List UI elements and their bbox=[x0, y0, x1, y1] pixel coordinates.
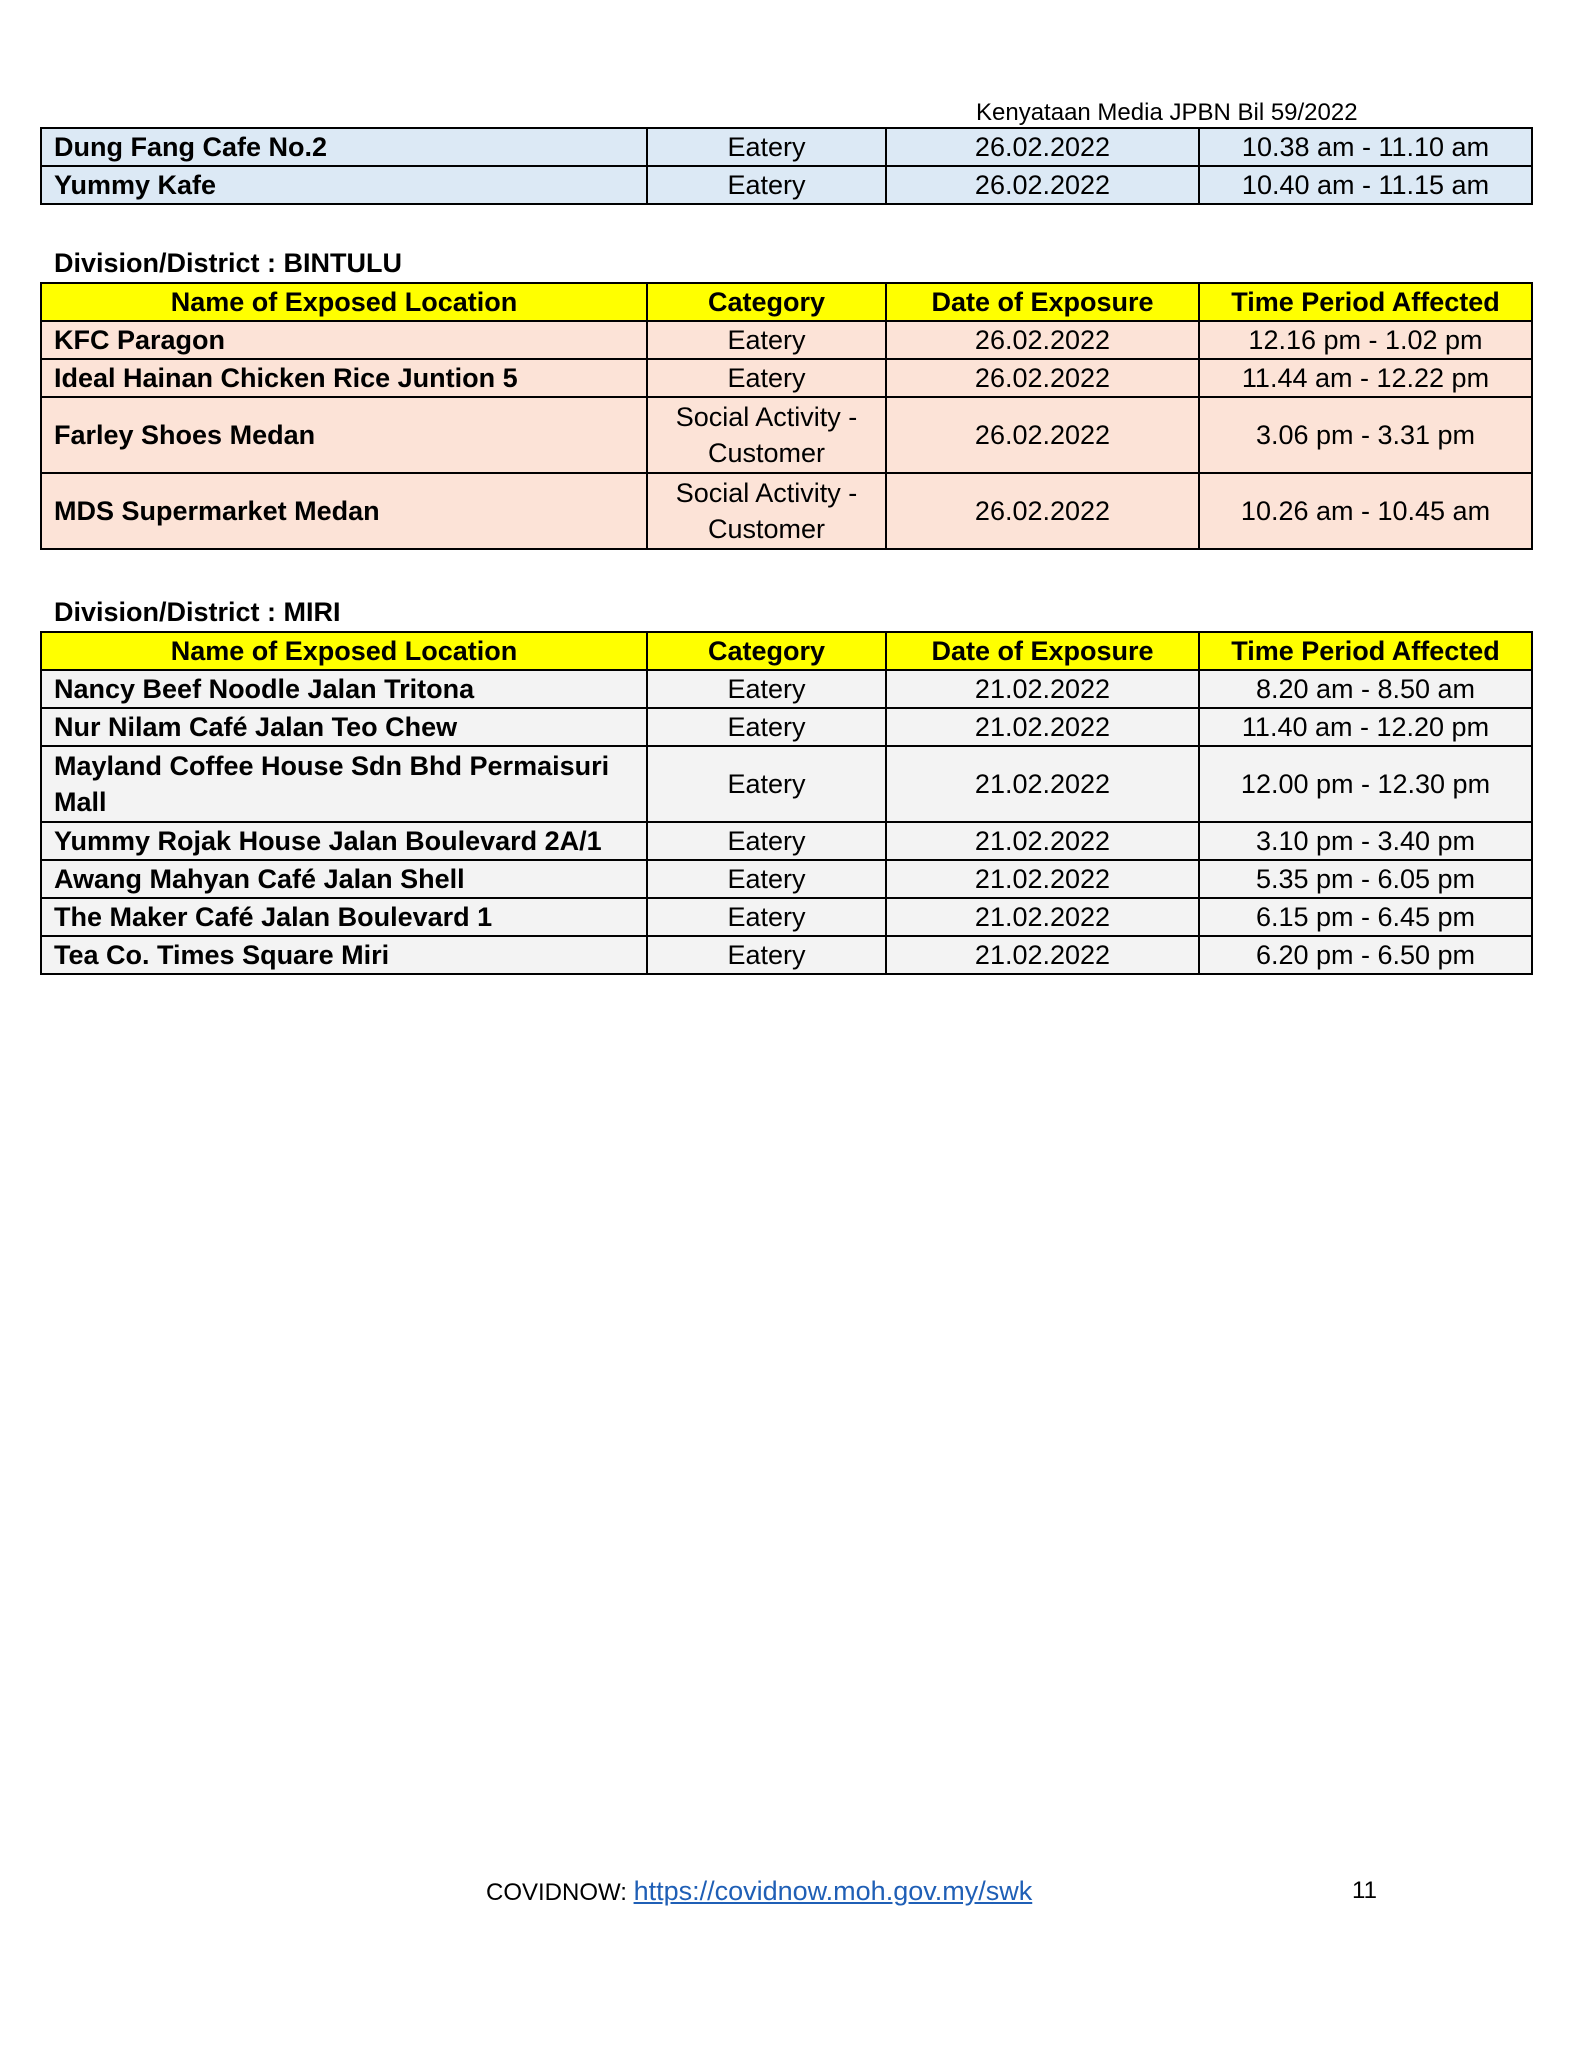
column-header-time: Time Period Affected bbox=[1199, 632, 1532, 670]
time-cell: 10.38 am - 11.10 am bbox=[1199, 128, 1532, 166]
footer-source bbox=[486, 1875, 1032, 1909]
division-label-miri: Division/District : MIRI bbox=[54, 597, 341, 627]
category-cell: Eatery bbox=[647, 860, 886, 898]
footer-source-label: COVIDNOW: bbox=[486, 1879, 634, 1906]
date-cell: 26.02.2022 bbox=[886, 359, 1199, 397]
column-header-location: Name of Exposed Location bbox=[41, 283, 647, 321]
category-cell: Eatery bbox=[647, 359, 886, 397]
time-cell: 11.40 am - 12.20 pm bbox=[1199, 708, 1532, 746]
table-row bbox=[41, 166, 1532, 204]
time-cell: 12.16 pm - 1.02 pm bbox=[1199, 321, 1532, 359]
table-row bbox=[41, 321, 1532, 359]
time-cell: 3.10 pm - 3.40 pm bbox=[1199, 822, 1532, 860]
location-name: Nur Nilam Café Jalan Teo Chew bbox=[41, 708, 647, 746]
time-cell: 11.44 am - 12.22 pm bbox=[1199, 359, 1532, 397]
location-name: Farley Shoes Medan bbox=[41, 397, 647, 473]
category-cell: Eatery bbox=[647, 898, 886, 936]
date-cell: 26.02.2022 bbox=[886, 128, 1199, 166]
page-number: 11 bbox=[1352, 1877, 1377, 1904]
time-cell: 10.26 am - 10.45 am bbox=[1199, 473, 1532, 549]
location-name: Nancy Beef Noodle Jalan Tritona bbox=[41, 670, 647, 708]
table-row bbox=[41, 128, 1532, 166]
date-cell: 21.02.2022 bbox=[886, 746, 1199, 822]
column-header-date: Date of Exposure bbox=[886, 283, 1199, 321]
time-cell: 8.20 am - 8.50 am bbox=[1199, 670, 1532, 708]
table-row bbox=[41, 746, 1532, 822]
time-cell: 5.35 pm - 6.05 pm bbox=[1199, 860, 1532, 898]
date-cell: 21.02.2022 bbox=[886, 670, 1199, 708]
date-cell: 21.02.2022 bbox=[886, 860, 1199, 898]
date-cell: 26.02.2022 bbox=[886, 321, 1199, 359]
table-row bbox=[41, 936, 1532, 974]
location-name: Mayland Coffee House Sdn Bhd Permaisuri Mall bbox=[41, 746, 647, 822]
continued-exposure-table bbox=[40, 127, 1533, 205]
table-row bbox=[41, 670, 1532, 708]
table-row bbox=[41, 473, 1532, 549]
location-name: Awang Mahyan Café Jalan Shell bbox=[41, 860, 647, 898]
table-row bbox=[41, 359, 1532, 397]
date-cell: 21.02.2022 bbox=[886, 822, 1199, 860]
covidnow-link[interactable]: https://covidnow.moh.gov.my/swk bbox=[633, 1876, 1033, 1906]
column-header-time: Time Period Affected bbox=[1199, 283, 1532, 321]
column-header-category: Category bbox=[647, 283, 886, 321]
location-name: Dung Fang Cafe No.2 bbox=[41, 128, 647, 166]
category-cell: Eatery bbox=[647, 321, 886, 359]
category-cell: Eatery bbox=[647, 708, 886, 746]
category-cell: Eatery bbox=[647, 822, 886, 860]
location-name: KFC Paragon bbox=[41, 321, 647, 359]
category-cell: Social Activity - Customer bbox=[647, 473, 886, 549]
table-row bbox=[41, 860, 1532, 898]
category-cell: Eatery bbox=[647, 936, 886, 974]
location-name: Yummy Kafe bbox=[41, 166, 647, 204]
date-cell: 21.02.2022 bbox=[886, 898, 1199, 936]
table-row bbox=[41, 708, 1532, 746]
miri-exposure-table bbox=[40, 631, 1533, 975]
date-cell: 21.02.2022 bbox=[886, 936, 1199, 974]
location-name: Ideal Hainan Chicken Rice Juntion 5 bbox=[41, 359, 647, 397]
category-cell: Eatery bbox=[647, 670, 886, 708]
location-name: Yummy Rojak House Jalan Boulevard 2A/1 bbox=[41, 822, 647, 860]
time-cell: 10.40 am - 11.15 am bbox=[1199, 166, 1532, 204]
date-cell: 21.02.2022 bbox=[886, 708, 1199, 746]
location-name: MDS Supermarket Medan bbox=[41, 473, 647, 549]
time-cell: 6.20 pm - 6.50 pm bbox=[1199, 936, 1532, 974]
bintulu-exposure-table bbox=[40, 282, 1533, 550]
time-cell: 6.15 pm - 6.45 pm bbox=[1199, 898, 1532, 936]
category-cell: Eatery bbox=[647, 746, 886, 822]
date-cell: 26.02.2022 bbox=[886, 166, 1199, 204]
division-label-bintulu: Division/District : BINTULU bbox=[54, 248, 403, 278]
category-cell: Social Activity - Customer bbox=[647, 397, 886, 473]
category-cell: Eatery bbox=[647, 128, 886, 166]
document-reference: Kenyataan Media JPBN Bil 59/2022 bbox=[976, 99, 1358, 126]
table-header-row bbox=[41, 632, 1532, 670]
category-cell: Eatery bbox=[647, 166, 886, 204]
date-cell: 26.02.2022 bbox=[886, 473, 1199, 549]
location-name: The Maker Café Jalan Boulevard 1 bbox=[41, 898, 647, 936]
table-header-row bbox=[41, 283, 1532, 321]
table-row bbox=[41, 898, 1532, 936]
table-row bbox=[41, 397, 1532, 473]
column-header-category: Category bbox=[647, 632, 886, 670]
table-row bbox=[41, 822, 1532, 860]
column-header-location: Name of Exposed Location bbox=[41, 632, 647, 670]
location-name: Tea Co. Times Square Miri bbox=[41, 936, 647, 974]
column-header-date: Date of Exposure bbox=[886, 632, 1199, 670]
time-cell: 12.00 pm - 12.30 pm bbox=[1199, 746, 1532, 822]
time-cell: 3.06 pm - 3.31 pm bbox=[1199, 397, 1532, 473]
date-cell: 26.02.2022 bbox=[886, 397, 1199, 473]
